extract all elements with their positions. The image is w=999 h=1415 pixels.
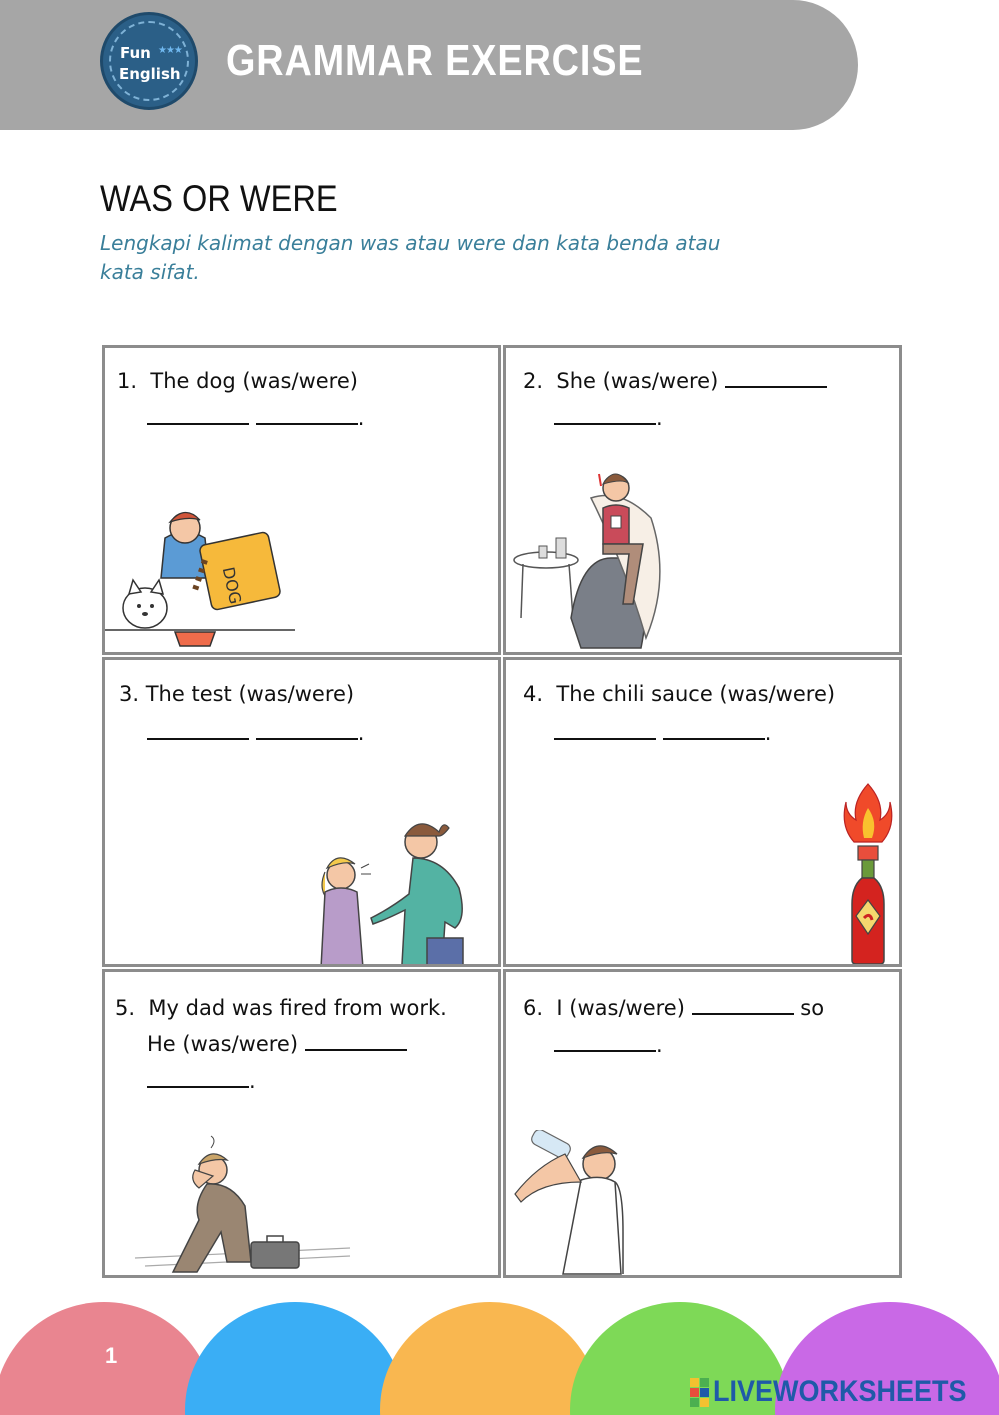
page-number: 1 [105, 1343, 118, 1368]
svg-text:DOG: DOG [218, 565, 246, 606]
question-3-line-1 [119, 676, 354, 713]
question-cell-4 [503, 657, 902, 967]
question-number: 5. [115, 996, 136, 1020]
question-6-line-2 [554, 1027, 663, 1064]
answer-blank-6a[interactable] [692, 991, 794, 1015]
answer-blank-6b[interactable] [554, 1028, 656, 1052]
question-text: The test (was/were) [145, 682, 355, 706]
period: . [764, 721, 772, 745]
answer-blank-2a[interactable] [725, 364, 827, 388]
period: . [656, 406, 663, 430]
man-drinking-water-illustration [511, 1130, 631, 1276]
question-1-line-2 [147, 400, 364, 437]
question-text: I (was/were) [556, 996, 685, 1020]
question-text-so: so [800, 996, 825, 1020]
question-number: 1. [117, 369, 138, 393]
question-number: 4. [523, 682, 544, 706]
question-4-line-1 [523, 676, 835, 713]
logo-text-fun: Fun [120, 44, 151, 62]
section-title: WAS OR WERE [100, 178, 338, 219]
question-number: 2. [523, 369, 544, 393]
page-title: GRAMMAR EXERCISE [226, 36, 644, 85]
question-2-line-2 [554, 400, 663, 437]
answer-blank-2b[interactable] [554, 401, 656, 425]
question-6-line-1 [523, 990, 824, 1027]
fun-english-logo [100, 12, 198, 110]
answer-blank-5a[interactable] [305, 1027, 407, 1051]
answer-blank-3b[interactable] [256, 716, 358, 740]
footer-circle-orange [380, 1302, 600, 1415]
brand-text: LIVEWORKSHEETS [713, 1375, 967, 1408]
question-cell-3 [102, 657, 501, 967]
question-cell-5 [102, 969, 501, 1278]
question-2-line-1 [523, 363, 827, 400]
hot-sauce-bottle-icon [842, 780, 894, 966]
mother-scolding-child-illustration [303, 820, 501, 967]
sad-man-sitting-illustration [125, 1130, 355, 1276]
question-text: The dog (was/were) [150, 369, 358, 393]
answer-blank-1b[interactable] [256, 401, 358, 425]
man-feeding-dog-illustration [105, 508, 305, 653]
answer-blank-3a[interactable] [147, 716, 249, 740]
answer-blank-5b[interactable] [147, 1064, 249, 1088]
brand-grid-icon [690, 1378, 709, 1407]
period: . [357, 721, 365, 745]
answer-blank-4b[interactable] [663, 716, 765, 740]
question-4-line-2 [554, 715, 771, 752]
question-text: My dad was fired from work. [148, 996, 447, 1020]
liveworksheets-brand[interactable] [690, 1374, 995, 1410]
instructions: Lengkapi kalimat dengan was atau were dan kata benda atau kata sifat. [100, 231, 721, 284]
question-number: 6. [523, 996, 544, 1020]
answer-blank-4a[interactable] [554, 716, 656, 740]
question-text: He (was/were) [147, 1032, 299, 1056]
question-cell-2 [503, 345, 902, 655]
question-number: 3. [119, 682, 140, 706]
logo-stars-icon: ★★★ [158, 45, 182, 56]
logo-text-english: English [119, 65, 181, 83]
sick-woman-illustration [511, 468, 681, 653]
question-1-line-1 [117, 363, 358, 400]
question-3-line-2 [147, 715, 364, 752]
question-text: She (was/were) [556, 369, 719, 393]
question-cell-1 [102, 345, 501, 655]
question-text: The chili sauce (was/were) [556, 682, 836, 706]
question-5-line-3 [147, 1063, 256, 1100]
question-5-line-2 [147, 1026, 407, 1063]
period: . [357, 406, 365, 430]
question-5-line-1 [115, 990, 447, 1027]
question-cell-6 [503, 969, 902, 1278]
footer-circle-blue [185, 1302, 405, 1415]
answer-blank-1a[interactable] [147, 401, 249, 425]
period: . [656, 1033, 663, 1057]
period: . [249, 1069, 256, 1093]
